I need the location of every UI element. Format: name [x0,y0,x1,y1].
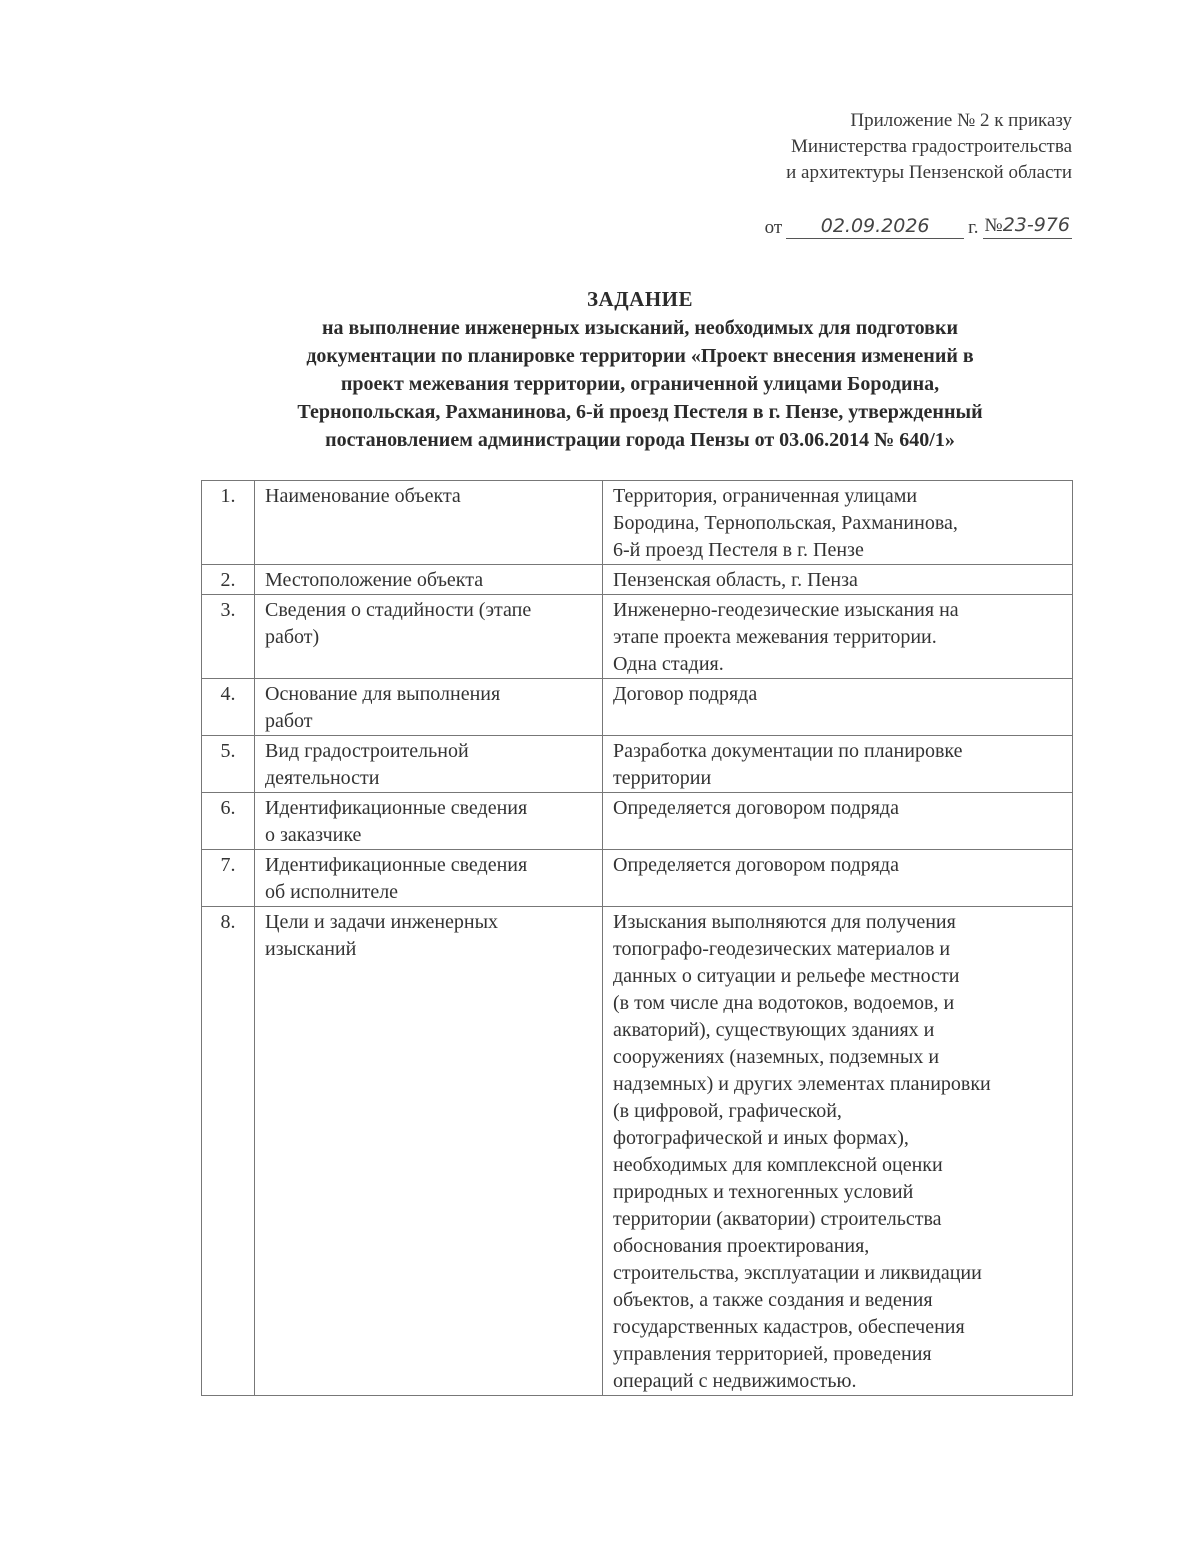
row-value-line: операций с недвижимостью. [613,1370,857,1392]
row-name [255,907,603,1396]
row-value-line: Территория, ограниченная улицами [613,485,918,507]
document-title [200,284,1080,454]
title-main: ЗАДАНИЕ [586,287,694,311]
row-name [255,793,603,850]
appendix-header [786,108,1072,186]
row-value-line: территории [613,767,712,789]
row-value-line: объектов, а также создания и ведения [613,1289,933,1311]
row-name-line: Сведения о стадийности (этапе [265,599,532,621]
row-name [255,481,603,565]
row-value [603,907,1073,1396]
row-name-line: Основание для выполнения [265,683,501,705]
row-value-line: управления территорией, проведения [613,1343,932,1365]
row-value-line: Пензенская область, г. Пенза [613,569,858,591]
row-number: 3. [202,595,255,679]
row-value-line: Разработка документации по планировке [613,740,963,762]
row-value-line: природных и техногенных условий [613,1181,914,1203]
row-name-line: Идентификационные сведения [265,797,528,819]
table-row [202,793,1073,850]
row-name-line: работ [265,710,313,732]
row-value [603,595,1073,679]
row-value [603,793,1073,850]
row-value-line: Одна стадия. [613,653,724,675]
row-value-line: 6-й проезд Пестеля в г. Пензе [613,539,864,561]
title-line-5: постановлением администрации города Пензы от 03.06.2014 № 640/1» [325,429,955,451]
order-year-label: г. [968,217,979,238]
row-value-line: территории (акватории) строительства [613,1208,942,1230]
row-name-line: Цели и задачи инженерных [265,911,499,933]
appendix-line-3: и архитектуры Пензенской области [786,162,1072,183]
row-value [603,481,1073,565]
row-number: 7. [202,850,255,907]
row-number: 4. [202,679,255,736]
row-name-line: Идентификационные сведения [265,854,528,876]
row-name-line: изысканий [265,938,357,960]
order-date: 02.09.2026 [786,215,964,239]
row-value-line: этапе проекта межевания территории. [613,626,937,648]
table-row [202,736,1073,793]
row-value-line: (в том числе дна водотоков, водоемов, и [613,992,955,1014]
order-from-label: от [764,217,783,238]
row-name [255,736,603,793]
row-value-line: надземных) и других элементах планировки [613,1073,991,1095]
row-name-line: Вид градостроительной [265,740,469,762]
row-name [255,595,603,679]
table-row [202,679,1073,736]
row-value-line: необходимых для комплексной оценки [613,1154,943,1176]
title-line-3: проект межевания территории, ограниченной улицами Бородина, [340,373,940,395]
row-name-line: о заказчике [265,824,362,846]
row-name [255,850,603,907]
row-value [603,736,1073,793]
appendix-line-2: Министерства градостроительства [791,136,1072,157]
row-value-line: строительства, эксплуатации и ликвидации [613,1262,982,1284]
row-number: 8. [202,907,255,1396]
order-date-line [765,214,1072,239]
row-value-line: Бородина, Тернопольская, Рахманинова, [613,512,958,534]
table-row [202,850,1073,907]
row-name-line: работ) [265,626,320,648]
row-name [255,565,603,595]
row-value-line: обоснования проектирования, [613,1235,870,1257]
row-name-line: Местоположение объекта [265,569,484,591]
table-row [202,481,1073,565]
table-row [202,565,1073,595]
order-number: 23-976 [1002,214,1070,236]
row-value [603,565,1073,595]
title-line-2: документации по планировке территории «Проект внесения изменений в [306,345,974,367]
row-value-line: Определяется договором подряда [613,854,899,876]
title-line-4: Тернопольская, Рахманинова, 6-й проезд Пестеля в г. Пензе, утвержденный [297,401,983,423]
appendix-line-1: Приложение № 2 к приказу [850,110,1072,131]
row-value-line: акваторий), существующих зданиях и [613,1019,935,1041]
row-value-line: Инженерно-геодезические изыскания на [613,599,959,621]
row-value-line: государственных кадастров, обеспечения [613,1316,965,1338]
order-number-label: № [984,215,1003,236]
row-value-line: топографо-геодезических материалов и [613,938,951,960]
row-number: 2. [202,565,255,595]
row-name-line: об исполнителе [265,881,399,903]
row-name-line: деятельности [265,767,380,789]
row-number: 6. [202,793,255,850]
row-name [255,679,603,736]
row-value-line: Договор подряда [613,683,758,705]
row-value-line: Изыскания выполняются для получения [613,911,956,933]
row-value [603,850,1073,907]
row-value-line: Определяется договором подряда [613,797,899,819]
row-number: 1. [202,481,255,565]
row-value-line: фотографической и иных формах), [613,1127,909,1149]
row-value-line: данных о ситуации и рельефе местности [613,965,960,987]
table-row [202,907,1073,1396]
table-row [202,595,1073,679]
row-value-line: (в цифровой, графической, [613,1100,842,1122]
row-number: 5. [202,736,255,793]
row-name-line: Наименование объекта [265,485,461,507]
title-line-1: на выполнение инженерных изысканий, необходимых для подготовки [321,317,959,339]
specification-table [201,480,1073,1396]
row-value-line: сооружениях (наземных, подземных и [613,1046,940,1068]
row-value [603,679,1073,736]
